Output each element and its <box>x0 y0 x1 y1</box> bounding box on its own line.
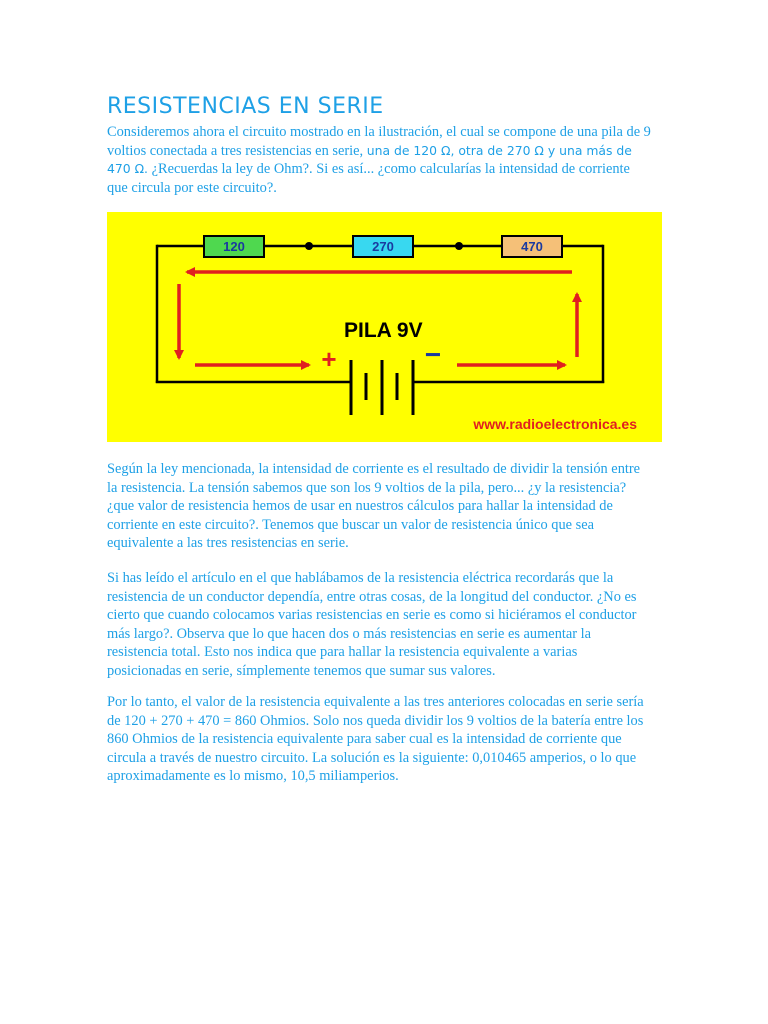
resistor-120-label: 120 <box>223 239 245 254</box>
website-label: www.radioelectronica.es <box>473 416 637 432</box>
intro-text-1: Consideremos ahora el circuito mostrado en la ilustración, el cual se compone de una pila de 9 voltios conectada a tres resistencias en serie, <box>107 124 651 159</box>
resistor-270 <box>353 236 413 257</box>
minus-sign: − <box>424 339 442 370</box>
junction-dot-1 <box>305 242 313 250</box>
plus-sign: + <box>321 344 337 374</box>
paragraph-series-resistance: Si has leído el artículo en el que hablábamos de la resistencia eléctrica recordarás que la resistencia de un conductor dependía, entre otras cosas, de la longitud del conductor. ¿No es cierto que cuando colocamos varias resistencias en serie es como si hiciéramos el conductor más largo?. Observa que lo que hacen dos o más resistencias en serie es aumentar la resistencia total. Esto nos indica que para hallar la resistencia equivalente a varias posicionadas en serie, símplemente tenemos que sumar sus valores. <box>107 570 637 679</box>
intro-text-values: una de 120 Ω, otra de 270 Ω y una más de 470 Ω. <box>107 142 632 177</box>
battery-label: PILA 9V <box>344 319 423 342</box>
paragraph-solution: Por lo tanto, el valor de la resistencia equivalente a las tres anteriores colocadas en serie sería de 120 + 270 + 470 = 860 Ohmios. Solo nos queda dividir los 9 voltios de la batería entre los 860 Ohmios de la resistencia equivalente para saber cual es la intensidad de corriente que circula a través de nuestro circuito. La solución es la siguiente: 0,010465 amperios, o lo que aproximadamente es lo mismo, 10,5 miliamperios. <box>107 694 644 785</box>
intro-text-2: ¿Recuerdas la ley de Ohm?. Si es así... ¿como calcularías la intensidad de corriente que circula por este circuito?. <box>107 161 630 196</box>
circuit-svg <box>107 212 662 442</box>
resistor-120 <box>204 236 264 257</box>
paragraph-ohm-law: Según la ley mencionada, la intensidad de corriente es el resultado de dividir la tensión entre la resistencia. La tensión sabemos que son los 9 voltios de la pila, pero... ¿y la resistencia? ¿que valor de resistencia hemos de usar en nuestros cálculos para hallar la intensidad de corriente en este circuito?. Tenemos que buscar un valor de resistencia único que sea equivalente a las tres resistencias en serie. <box>107 461 641 552</box>
junction-dot-2 <box>455 242 463 250</box>
resistor-270-label: 270 <box>372 239 394 254</box>
circuit-diagram <box>107 212 662 442</box>
battery-symbol <box>351 360 413 415</box>
page-title: RESISTENCIAS EN SERIE <box>107 94 384 119</box>
resistor-470-label: 470 <box>521 239 543 254</box>
intro-paragraph <box>107 123 652 197</box>
resistor-470 <box>502 236 562 257</box>
